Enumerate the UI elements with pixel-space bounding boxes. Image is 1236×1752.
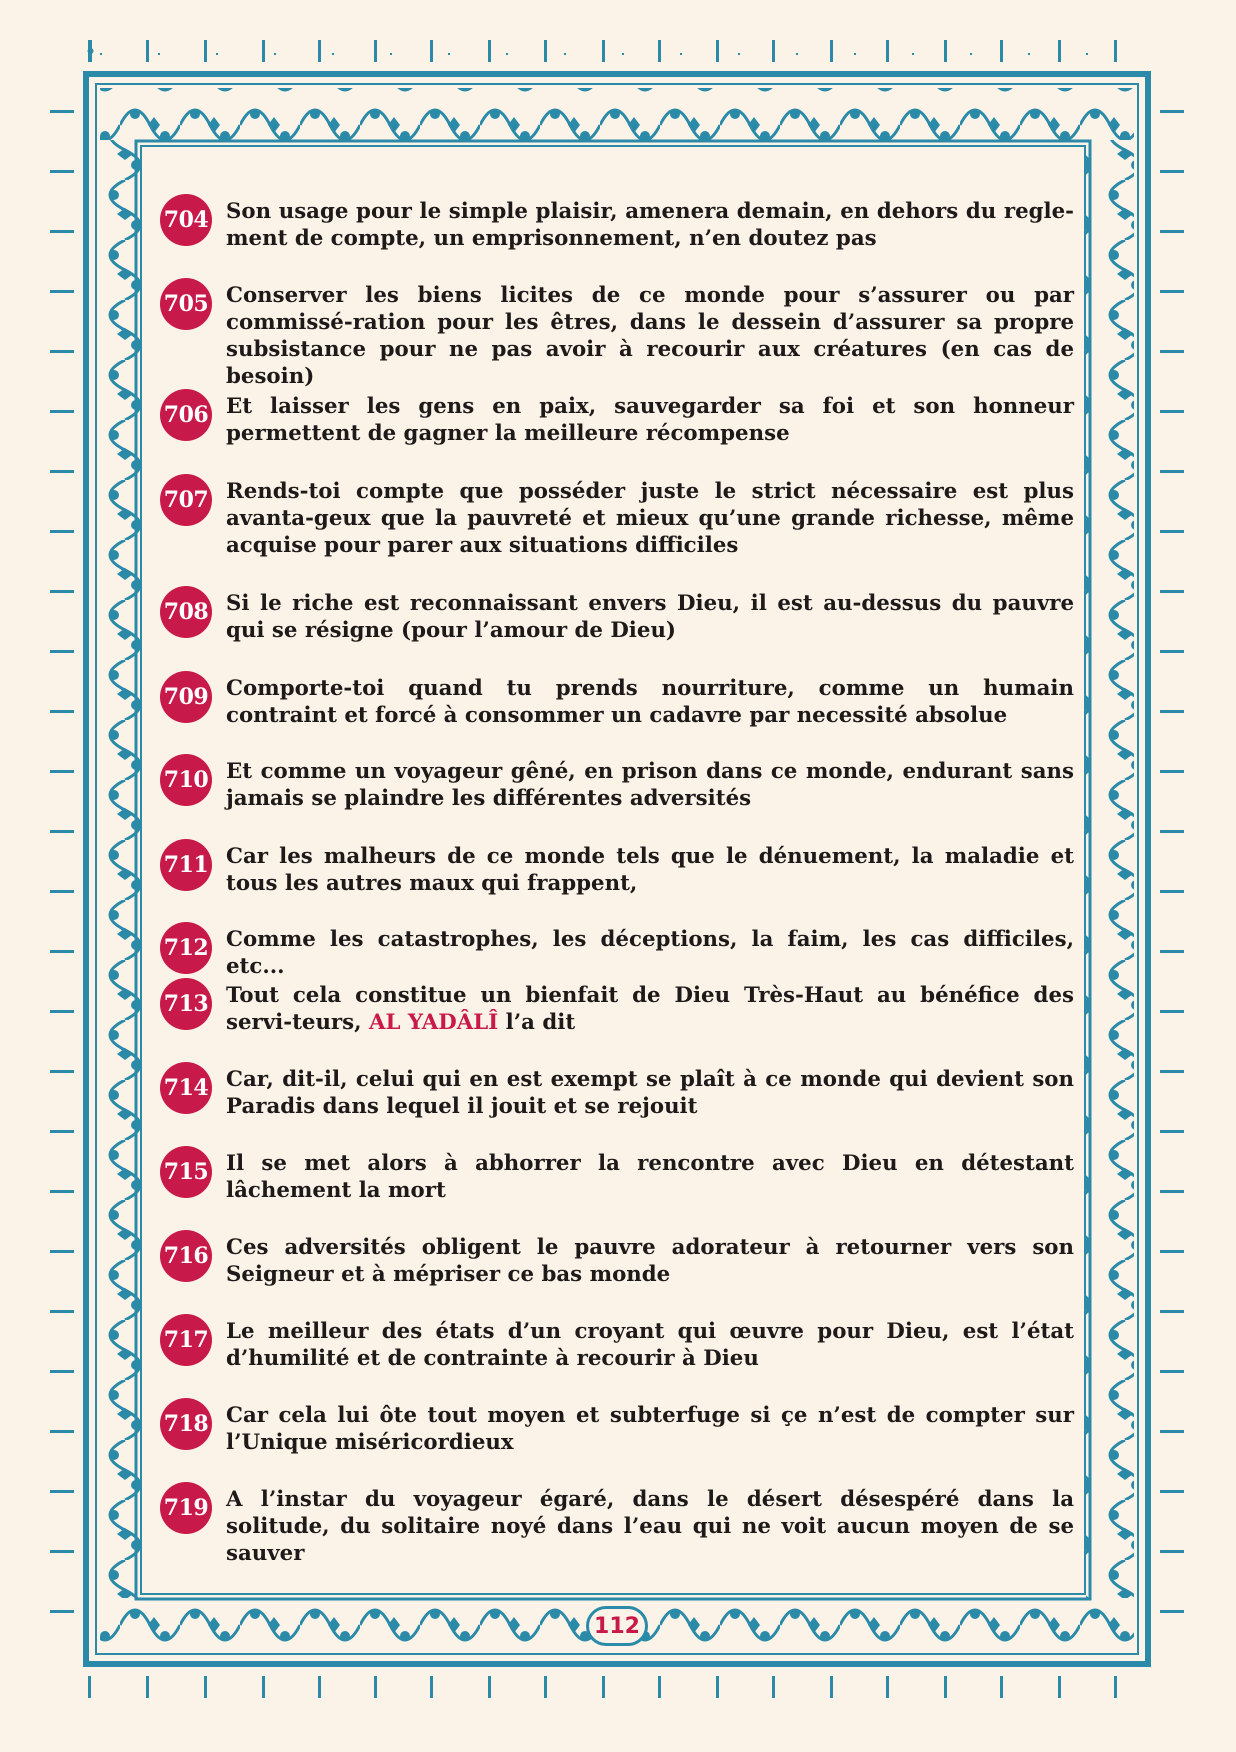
list-item — [160, 387, 1075, 467]
list-item — [160, 472, 1075, 558]
entry-number-badge: 704 — [160, 194, 212, 246]
entry-number-badge: 715 — [160, 1146, 212, 1198]
entry-text: Comme les catastrophes, les déceptions, la faim, les cas difficiles, etc... — [226, 927, 1074, 979]
list-item — [160, 1312, 1075, 1392]
entry-number-badge: 716 — [160, 1230, 212, 1282]
entry-text: Il se met alors à abhorrer la rencontre avec Dieu en détestant lâchement la mort — [226, 1151, 1074, 1203]
list-item — [160, 1480, 1075, 1566]
list-item — [160, 584, 1075, 664]
entry-text: Ces adversités obligent le pauvre adorateur à retourner vers son Seigneur et à mépriser ce bas monde — [226, 1235, 1074, 1287]
entry-text: Son usage pour le simple plaisir, amenera demain, en dehors du regle-ment de compte, un emprisonnement, n’en doutez pas — [226, 199, 1074, 251]
entry-text: Et comme un voyageur gêné, en prison dans ce monde, endurant sans jamais se plaindre les différentes adversités — [226, 759, 1074, 811]
entry-text: Conserver les biens licites de ce monde pour s’assurer ou par commissé-ration pour les êtres, dans le dessein d’assurer sa propre subsistance pour ne pas avoir à recourir aux créatures (en cas de besoin) — [226, 283, 1074, 389]
entry-number-badge: 709 — [160, 671, 212, 723]
entry-text: A l’instar du voyageur égaré, dans le désert désespéré dans la solitude, du solitaire noyé dans l’eau qui ne voit aucun moyen de se sauver — [226, 1487, 1074, 1566]
list-item — [160, 1144, 1075, 1224]
entry-text — [226, 982, 1074, 1036]
entry-number-badge: 707 — [160, 474, 212, 526]
list-item — [160, 669, 1075, 749]
entry-text-before: Tout cela constitue un bienfait de Dieu Très-Haut au bénéfice des servi-teurs, — [226, 983, 1074, 1035]
entry-text: Le meilleur des états d’un croyant qui œuvre pour Dieu, est l’état d’humilité et de contrainte à recourir à Dieu — [226, 1319, 1074, 1371]
entry-number-badge: 705 — [160, 278, 212, 330]
entry-text: Si le riche est reconnaissant envers Dieu, il est au-dessus du pauvre qui se résigne (pour l’amour de Dieu) — [226, 591, 1074, 643]
entry-number-badge: 711 — [160, 839, 212, 891]
entry-number-badge: 710 — [160, 754, 212, 806]
entry-text: Et laisser les gens en paix, sauvegarder sa foi et son honneur permettent de gagner la meilleure récompense — [226, 394, 1074, 446]
list-item — [160, 192, 1075, 272]
page-number: 112 — [586, 1606, 648, 1646]
entry-number-badge: 719 — [160, 1482, 212, 1534]
entry-number-badge: 708 — [160, 586, 212, 638]
entry-text: Car, dit-il, celui qui en est exempt se plaît à ce monde qui devient son Paradis dans lequel il jouit et se rejouit — [226, 1067, 1074, 1119]
list-item — [160, 976, 1075, 1056]
entry-number-badge: 713 — [160, 978, 212, 1030]
entry-text: Car les malheurs de ce monde tels que le dénuement, la maladie et tous les autres maux qui frappent, — [226, 844, 1074, 896]
list-item — [160, 752, 1075, 832]
entry-number-badge: 718 — [160, 1398, 212, 1450]
entry-number-badge: 712 — [160, 922, 212, 974]
entry-number-badge: 717 — [160, 1314, 212, 1366]
list-item — [160, 1060, 1075, 1140]
entry-text: Rends-toi compte que posséder juste le strict nécessaire est plus avanta-geux que la pauvreté et mieux qu’une grande richesse, même acquise pour parer aux situations difficiles — [226, 479, 1074, 558]
author-name-highlight: AL YADÂLÎ — [368, 1010, 499, 1035]
entry-text: Car cela lui ôte tout moyen et subterfuge si çe n’est de compter sur l’Unique miséricordieux — [226, 1403, 1074, 1455]
list-item — [160, 1228, 1075, 1308]
entry-number-badge: 706 — [160, 389, 212, 441]
list-item — [160, 1396, 1075, 1476]
entry-number-badge: 714 — [160, 1062, 212, 1114]
list-item — [160, 837, 1075, 917]
entry-text: Comporte-toi quand tu prends nourriture, comme un humain contraint et forcé à consommer un cadavre par necessité absolue — [226, 676, 1074, 728]
entry-text-after: l’a dit — [498, 1010, 576, 1035]
list-item — [160, 276, 1075, 389]
